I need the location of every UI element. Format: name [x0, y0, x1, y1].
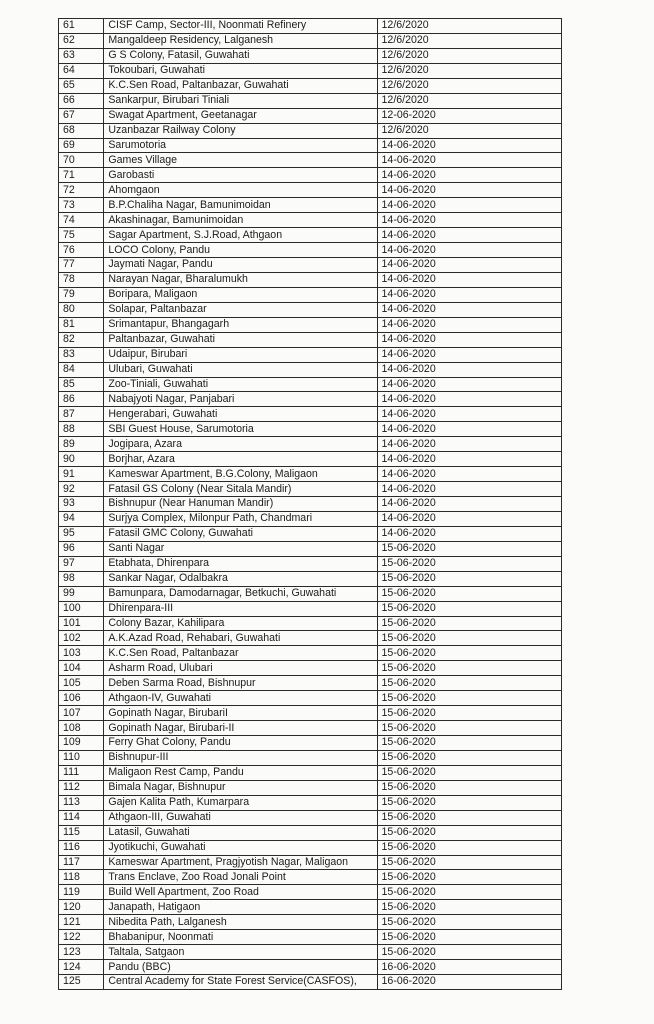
date-cell: 14-06-2020	[377, 392, 561, 407]
serial-number-cell: 107	[59, 706, 104, 721]
table-row	[59, 631, 562, 646]
date-cell: 12/6/2020	[377, 48, 561, 63]
table-row	[59, 855, 562, 870]
area-name-cell: Maligaon Rest Camp, Pandu	[104, 765, 377, 780]
serial-number-cell: 120	[59, 900, 104, 915]
date-cell: 15-06-2020	[377, 765, 561, 780]
date-cell: 15-06-2020	[377, 915, 561, 930]
table-row	[59, 63, 562, 78]
serial-number-cell: 61	[59, 19, 104, 34]
serial-number-cell: 116	[59, 840, 104, 855]
serial-number-cell: 74	[59, 213, 104, 228]
date-cell: 15-06-2020	[377, 601, 561, 616]
serial-number-cell: 76	[59, 243, 104, 258]
serial-number-cell: 118	[59, 870, 104, 885]
area-name-cell: Narayan Nagar, Bharalumukh	[104, 272, 377, 287]
area-name-cell: Hengerabari, Guwahati	[104, 407, 377, 422]
table-row	[59, 482, 562, 497]
table-row	[59, 795, 562, 810]
area-name-cell: Swagat Apartment, Geetanagar	[104, 108, 377, 123]
serial-number-cell: 102	[59, 631, 104, 646]
table-row	[59, 691, 562, 706]
serial-number-cell: 96	[59, 541, 104, 556]
serial-number-cell: 123	[59, 945, 104, 960]
date-cell: 15-06-2020	[377, 541, 561, 556]
table-row	[59, 646, 562, 661]
area-name-cell: Mangaldeep Residency, Lalganesh	[104, 33, 377, 48]
serial-number-cell: 111	[59, 765, 104, 780]
date-cell: 14-06-2020	[377, 198, 561, 213]
date-cell: 14-06-2020	[377, 482, 561, 497]
area-name-cell: Borjhar, Azara	[104, 452, 377, 467]
date-cell: 14-06-2020	[377, 153, 561, 168]
table-row	[59, 317, 562, 332]
table-row	[59, 437, 562, 452]
table-row	[59, 616, 562, 631]
area-name-cell: Srimantapur, Bhangagarh	[104, 317, 377, 332]
area-name-cell: Tokoubari, Guwahati	[104, 63, 377, 78]
serial-number-cell: 66	[59, 93, 104, 108]
area-name-cell: Build Well Apartment, Zoo Road	[104, 885, 377, 900]
date-cell: 15-06-2020	[377, 616, 561, 631]
serial-number-cell: 65	[59, 78, 104, 93]
date-cell: 15-06-2020	[377, 885, 561, 900]
table-row	[59, 243, 562, 258]
area-name-cell: Gopinath Nagar, Birubari-II	[104, 721, 377, 736]
date-cell: 15-06-2020	[377, 900, 561, 915]
area-name-cell: Nabajyoti Nagar, Panjabari	[104, 392, 377, 407]
date-cell: 14-06-2020	[377, 228, 561, 243]
area-name-cell: Asharm Road, Ulubari	[104, 661, 377, 676]
date-cell: 15-06-2020	[377, 571, 561, 586]
date-cell: 14-06-2020	[377, 526, 561, 541]
area-name-cell: Paltanbazar, Guwahati	[104, 332, 377, 347]
date-cell: 15-06-2020	[377, 825, 561, 840]
date-cell: 15-06-2020	[377, 661, 561, 676]
serial-number-cell: 125	[59, 975, 104, 990]
area-name-cell: A.K.Azad Road, Rehabari, Guwahati	[104, 631, 377, 646]
serial-number-cell: 62	[59, 33, 104, 48]
area-name-cell: Sarumotoria	[104, 138, 377, 153]
table-row	[59, 198, 562, 213]
table-row	[59, 48, 562, 63]
area-name-cell: Pandu (BBC)	[104, 960, 377, 975]
table-row	[59, 392, 562, 407]
table-row	[59, 33, 562, 48]
date-cell: 14-06-2020	[377, 332, 561, 347]
area-name-cell: Bhabanipur, Noonmati	[104, 930, 377, 945]
date-cell: 12/6/2020	[377, 93, 561, 108]
serial-number-cell: 113	[59, 795, 104, 810]
serial-number-cell: 117	[59, 855, 104, 870]
area-name-cell: LOCO Colony, Pandu	[104, 243, 377, 258]
serial-number-cell: 108	[59, 721, 104, 736]
date-cell: 15-06-2020	[377, 840, 561, 855]
table-row	[59, 258, 562, 273]
serial-number-cell: 115	[59, 825, 104, 840]
serial-number-cell: 71	[59, 168, 104, 183]
area-name-cell: Trans Enclave, Zoo Road Jonali Point	[104, 870, 377, 885]
area-name-cell: Kameswar Apartment, Pragjyotish Nagar, Maligaon	[104, 855, 377, 870]
date-cell: 14-06-2020	[377, 287, 561, 302]
table-row	[59, 467, 562, 482]
serial-number-cell: 88	[59, 422, 104, 437]
area-name-cell: Bamunpara, Damodarnagar, Betkuchi, Guwahati	[104, 586, 377, 601]
serial-number-cell: 95	[59, 526, 104, 541]
serial-number-cell: 81	[59, 317, 104, 332]
area-name-cell: Bishnupur (Near Hanuman Mandir)	[104, 497, 377, 512]
area-name-cell: SBI Guest House, Sarumotoria	[104, 422, 377, 437]
serial-number-cell: 83	[59, 347, 104, 362]
serial-number-cell: 77	[59, 258, 104, 273]
date-cell: 12/6/2020	[377, 19, 561, 34]
area-name-cell: Janapath, Hatigaon	[104, 900, 377, 915]
table-row	[59, 153, 562, 168]
date-cell: 15-06-2020	[377, 810, 561, 825]
area-name-cell: Bimala Nagar, Bishnupur	[104, 780, 377, 795]
table-row	[59, 870, 562, 885]
serial-number-cell: 90	[59, 452, 104, 467]
table-row	[59, 960, 562, 975]
area-name-cell: Ulubari, Guwahati	[104, 362, 377, 377]
area-name-cell: Zoo-Tiniali, Guwahati	[104, 377, 377, 392]
table-row	[59, 885, 562, 900]
serial-number-cell: 89	[59, 437, 104, 452]
table-row	[59, 78, 562, 93]
area-name-cell: Surjya Complex, Milonpur Path, Chandmari	[104, 511, 377, 526]
table-row	[59, 750, 562, 765]
area-name-cell: Jyotikuchi, Guwahati	[104, 840, 377, 855]
date-cell: 12/6/2020	[377, 63, 561, 78]
area-name-cell: Kameswar Apartment, B.G.Colony, Maligaon	[104, 467, 377, 482]
serial-number-cell: 94	[59, 511, 104, 526]
serial-number-cell: 72	[59, 183, 104, 198]
serial-number-cell: 87	[59, 407, 104, 422]
area-name-cell: Jogipara, Azara	[104, 437, 377, 452]
area-name-cell: Bishnupur-III	[104, 750, 377, 765]
serial-number-cell: 79	[59, 287, 104, 302]
table-row	[59, 661, 562, 676]
serial-number-cell: 63	[59, 48, 104, 63]
date-cell: 15-06-2020	[377, 676, 561, 691]
area-name-cell: Deben Sarma Road, Bishnupur	[104, 676, 377, 691]
serial-number-cell: 68	[59, 123, 104, 138]
area-name-cell: Santi Nagar	[104, 541, 377, 556]
table-row	[59, 19, 562, 34]
area-name-cell: Sankarpur, Birubari Tiniali	[104, 93, 377, 108]
area-name-cell: Taltala, Satgaon	[104, 945, 377, 960]
table-row	[59, 586, 562, 601]
table-row	[59, 93, 562, 108]
serial-number-cell: 105	[59, 676, 104, 691]
date-cell: 15-06-2020	[377, 780, 561, 795]
date-cell: 14-06-2020	[377, 511, 561, 526]
serial-number-cell: 73	[59, 198, 104, 213]
area-name-cell: Garobasti	[104, 168, 377, 183]
area-name-cell: K.C.Sen Road, Paltanbazar	[104, 646, 377, 661]
table-row	[59, 272, 562, 287]
date-cell: 15-06-2020	[377, 691, 561, 706]
area-name-cell: Colony Bazar, Kahilipara	[104, 616, 377, 631]
area-name-cell: Fatasil GS Colony (Near Sitala Mandir)	[104, 482, 377, 497]
date-cell: 14-06-2020	[377, 452, 561, 467]
table-row	[59, 736, 562, 751]
table-row	[59, 556, 562, 571]
serial-number-cell: 104	[59, 661, 104, 676]
date-cell: 16-06-2020	[377, 975, 561, 990]
area-name-cell: Solapar, Paltanbazar	[104, 302, 377, 317]
serial-number-cell: 119	[59, 885, 104, 900]
date-cell: 15-06-2020	[377, 930, 561, 945]
serial-number-cell: 69	[59, 138, 104, 153]
date-cell: 14-06-2020	[377, 258, 561, 273]
area-name-cell: Sankar Nagar, Odalbakra	[104, 571, 377, 586]
table-row	[59, 422, 562, 437]
table-row	[59, 915, 562, 930]
serial-number-cell: 112	[59, 780, 104, 795]
area-name-cell: Gajen Kalita Path, Kumarpara	[104, 795, 377, 810]
date-cell: 15-06-2020	[377, 750, 561, 765]
date-cell: 12/6/2020	[377, 123, 561, 138]
area-name-cell: Fatasil GMC Colony, Guwahati	[104, 526, 377, 541]
table-row	[59, 541, 562, 556]
serial-number-cell: 114	[59, 810, 104, 825]
date-cell: 15-06-2020	[377, 586, 561, 601]
serial-number-cell: 67	[59, 108, 104, 123]
date-cell: 15-06-2020	[377, 795, 561, 810]
date-cell: 15-06-2020	[377, 556, 561, 571]
date-cell: 15-06-2020	[377, 855, 561, 870]
table-row	[59, 497, 562, 512]
date-cell: 14-06-2020	[377, 302, 561, 317]
serial-number-cell: 82	[59, 332, 104, 347]
date-cell: 16-06-2020	[377, 960, 561, 975]
table-row	[59, 347, 562, 362]
table-row	[59, 183, 562, 198]
date-cell: 14-06-2020	[377, 467, 561, 482]
table-row	[59, 930, 562, 945]
table-body	[59, 19, 562, 990]
date-cell: 15-06-2020	[377, 706, 561, 721]
area-name-cell: Gopinath Nagar, BirubariI	[104, 706, 377, 721]
date-cell: 14-06-2020	[377, 138, 561, 153]
table-row	[59, 780, 562, 795]
area-name-cell: Sagar Apartment, S.J.Road, Athgaon	[104, 228, 377, 243]
area-name-cell: Etabhata, Dhirenpara	[104, 556, 377, 571]
date-cell: 14-06-2020	[377, 422, 561, 437]
date-cell: 14-06-2020	[377, 362, 561, 377]
serial-number-cell: 124	[59, 960, 104, 975]
date-cell: 15-06-2020	[377, 870, 561, 885]
date-cell: 14-06-2020	[377, 437, 561, 452]
table-row	[59, 213, 562, 228]
table-row	[59, 228, 562, 243]
serial-number-cell: 93	[59, 497, 104, 512]
area-name-cell: Athgaon-III, Guwahati	[104, 810, 377, 825]
table-row	[59, 676, 562, 691]
serial-number-cell: 86	[59, 392, 104, 407]
serial-number-cell: 110	[59, 750, 104, 765]
table-row	[59, 810, 562, 825]
area-name-cell: Boripara, Maligaon	[104, 287, 377, 302]
area-name-cell: Nibedita Path, Lalganesh	[104, 915, 377, 930]
table-row	[59, 511, 562, 526]
area-name-cell: Games Village	[104, 153, 377, 168]
date-cell: 12/6/2020	[377, 78, 561, 93]
date-cell: 14-06-2020	[377, 347, 561, 362]
area-name-cell: Latasil, Guwahati	[104, 825, 377, 840]
serial-number-cell: 103	[59, 646, 104, 661]
date-cell: 14-06-2020	[377, 407, 561, 422]
area-name-cell: Ferry Ghat Colony, Pandu	[104, 736, 377, 751]
table-row	[59, 332, 562, 347]
serial-number-cell: 70	[59, 153, 104, 168]
table-row	[59, 168, 562, 183]
serial-number-cell: 100	[59, 601, 104, 616]
serial-number-cell: 78	[59, 272, 104, 287]
serial-number-cell: 92	[59, 482, 104, 497]
serial-number-cell: 98	[59, 571, 104, 586]
date-cell: 14-06-2020	[377, 183, 561, 198]
table-row	[59, 601, 562, 616]
table-row	[59, 407, 562, 422]
area-name-cell: Ahomgaon	[104, 183, 377, 198]
serial-number-cell: 80	[59, 302, 104, 317]
table-row	[59, 825, 562, 840]
table-row	[59, 138, 562, 153]
area-name-cell: Jaymati Nagar, Pandu	[104, 258, 377, 273]
table-row	[59, 571, 562, 586]
date-cell: 14-06-2020	[377, 497, 561, 512]
date-cell: 15-06-2020	[377, 646, 561, 661]
area-name-cell: B.P.Chaliha Nagar, Bamunimoidan	[104, 198, 377, 213]
table-row	[59, 975, 562, 990]
serial-number-cell: 109	[59, 736, 104, 751]
table-row	[59, 123, 562, 138]
serial-number-cell: 121	[59, 915, 104, 930]
area-name-cell: Akashinagar, Bamunimoidan	[104, 213, 377, 228]
table-row	[59, 452, 562, 467]
area-name-cell: G S Colony, Fatasil, Guwahati	[104, 48, 377, 63]
table-row	[59, 362, 562, 377]
table-row	[59, 706, 562, 721]
date-cell: 14-06-2020	[377, 168, 561, 183]
date-cell: 14-06-2020	[377, 272, 561, 287]
date-cell: 14-06-2020	[377, 213, 561, 228]
area-name-cell: Uzanbazar Railway Colony	[104, 123, 377, 138]
date-cell: 15-06-2020	[377, 945, 561, 960]
date-cell: 12-06-2020	[377, 108, 561, 123]
date-cell: 14-06-2020	[377, 243, 561, 258]
date-cell: 15-06-2020	[377, 721, 561, 736]
area-name-cell: Udaipur, Birubari	[104, 347, 377, 362]
date-cell: 15-06-2020	[377, 736, 561, 751]
date-cell: 14-06-2020	[377, 377, 561, 392]
serial-number-cell: 75	[59, 228, 104, 243]
serial-number-cell: 91	[59, 467, 104, 482]
table-row	[59, 945, 562, 960]
table-row	[59, 900, 562, 915]
area-name-cell: Dhirenpara-III	[104, 601, 377, 616]
serial-number-cell: 99	[59, 586, 104, 601]
date-cell: 12/6/2020	[377, 33, 561, 48]
table-row	[59, 765, 562, 780]
table-row	[59, 526, 562, 541]
containment-zone-table	[58, 18, 562, 990]
area-name-cell: Athgaon-IV, Guwahati	[104, 691, 377, 706]
table-row	[59, 377, 562, 392]
serial-number-cell: 84	[59, 362, 104, 377]
table-row	[59, 108, 562, 123]
serial-number-cell: 64	[59, 63, 104, 78]
table-row	[59, 721, 562, 736]
date-cell: 14-06-2020	[377, 317, 561, 332]
serial-number-cell: 122	[59, 930, 104, 945]
serial-number-cell: 106	[59, 691, 104, 706]
table-row	[59, 302, 562, 317]
serial-number-cell: 101	[59, 616, 104, 631]
area-name-cell: K.C.Sen Road, Paltanbazar, Guwahati	[104, 78, 377, 93]
table-row	[59, 840, 562, 855]
area-name-cell: CISF Camp, Sector-III, Noonmati Refinery	[104, 19, 377, 34]
serial-number-cell: 97	[59, 556, 104, 571]
area-name-cell: Central Academy for State Forest Service(CASFOS),	[104, 975, 377, 990]
serial-number-cell: 85	[59, 377, 104, 392]
table-row	[59, 287, 562, 302]
date-cell: 15-06-2020	[377, 631, 561, 646]
